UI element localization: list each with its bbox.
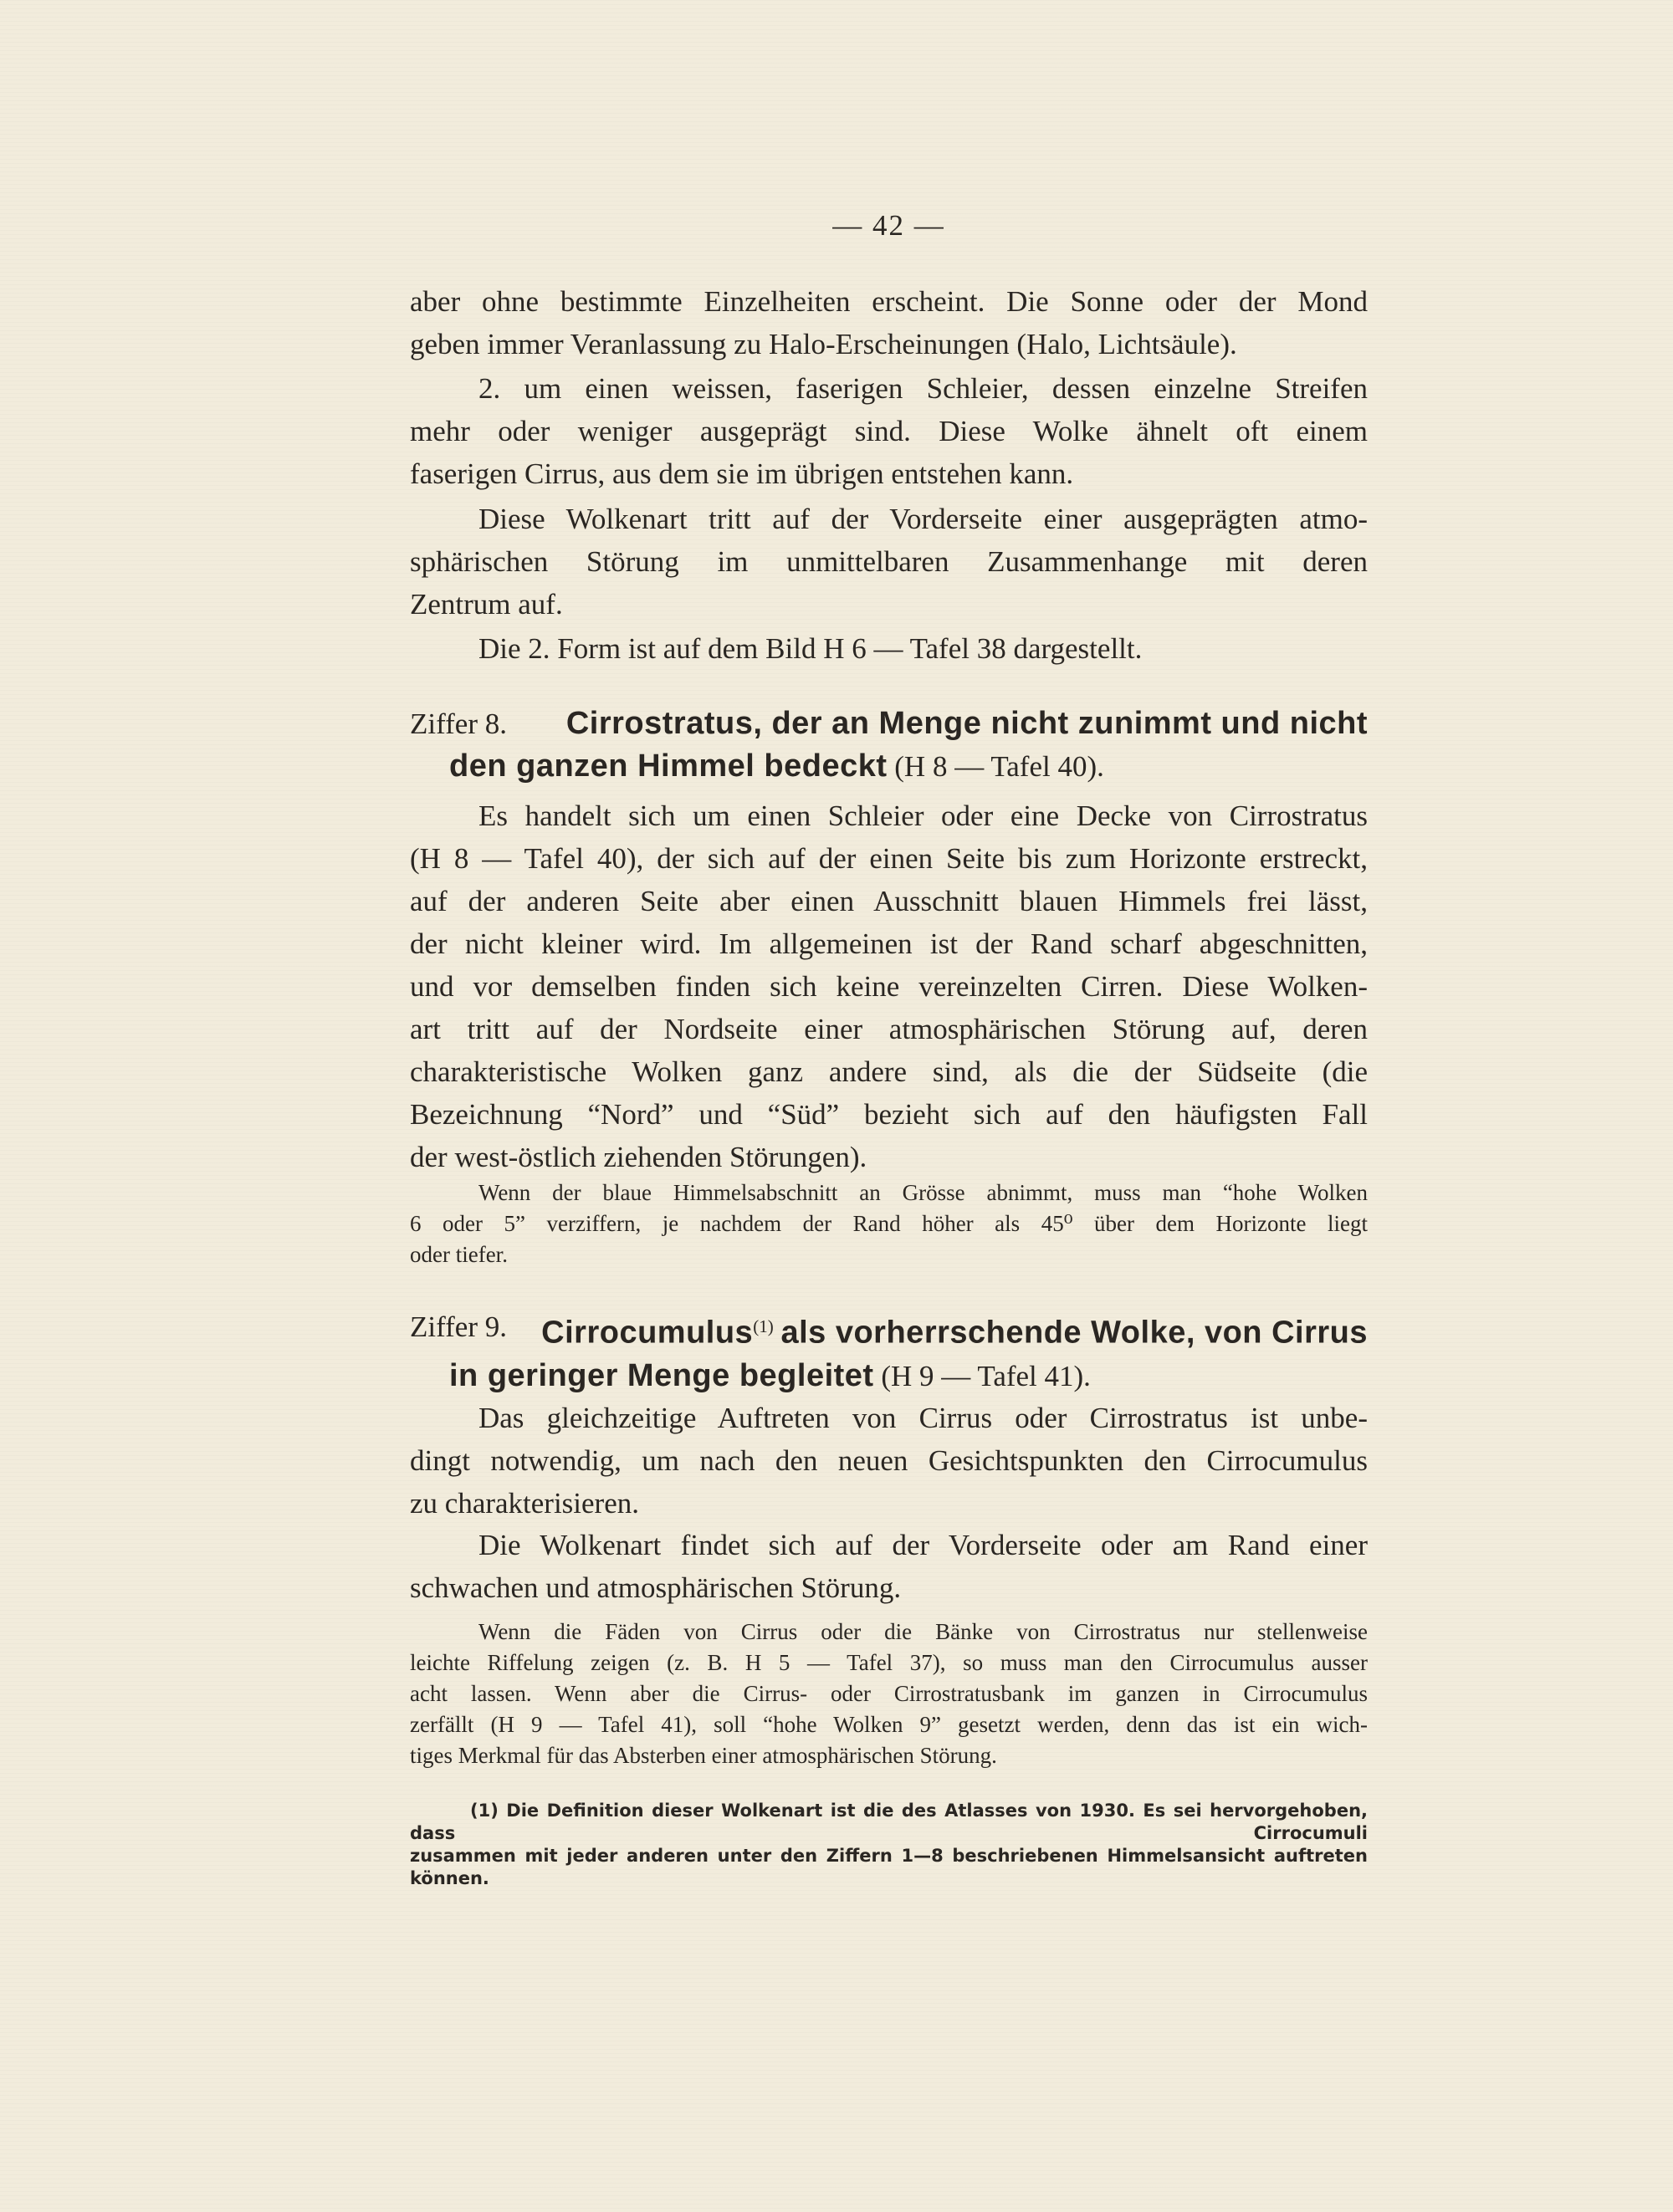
text-line: 2. um einen weissen, faserigen Schleier, dessen einzelne Streifen xyxy=(478,372,1368,405)
text-line: der west-östlich ziehenden Störungen). xyxy=(410,1141,867,1173)
paragraph-1 xyxy=(410,280,1368,365)
text-line: art tritt auf der Nordseite einer atmosphärischen Störung auf, deren xyxy=(410,1013,1368,1045)
note-line: Wenn die Fäden von Cirrus oder die Bänke von Cirrostratus nur stellenweise xyxy=(478,1619,1368,1644)
note-line: zerfällt (H 9 — Tafel 41), soll “hohe Wolken 9” gesetzt werden, denn das ist ein wich- xyxy=(410,1712,1368,1737)
ziffer-label: Ziffer 8. xyxy=(410,708,507,740)
heading-title-cont: den ganzen Himmel bedeckt xyxy=(449,748,888,784)
text-line: Diese Wolkenart tritt auf der Vorderseite einer ausgeprägten atmo- xyxy=(478,503,1368,535)
text-line: auf der anderen Seite aber einen Ausschnitt blauen Himmels frei lässt, xyxy=(410,885,1368,917)
note-line: 6 oder 5” verziffern, je nachdem der Rand höher als 45⁰ über dem Horizonte liegt xyxy=(410,1211,1368,1236)
heading-title-cont: in geringer Menge begleitet xyxy=(449,1357,874,1393)
text-line: Es handelt sich um einen Schleier oder eine Decke von Cirrostratus xyxy=(478,799,1368,832)
footnote xyxy=(410,1800,1368,1890)
footnote-line: zusammen mit jeder anderen unter den Ziffern 1—8 beschriebenen Himmelsansicht auftreten können. xyxy=(410,1846,1368,1888)
text-line: aber ohne bestimmte Einzelheiten erscheint. Die Sonne oder der Mond xyxy=(410,285,1368,318)
text-line: der nicht kleiner wird. Im allgemeinen ist der Rand scharf abgeschnitten, xyxy=(410,927,1368,960)
text-line: geben immer Veranlassung zu Halo-Erscheinungen (Halo, Lichtsäule). xyxy=(410,328,1237,360)
text-line: zu charakterisieren. xyxy=(410,1487,640,1520)
text-line: Die 2. Form ist auf dem Bild H 6 — Tafel 38 dargestellt. xyxy=(478,632,1143,665)
note-line: Wenn der blaue Himmelsabschnitt an Grösse abnimmt, muss man “hohe Wolken xyxy=(478,1180,1368,1205)
text-line: charakteristische Wolken ganz andere sind, als die der Südseite (die xyxy=(410,1055,1368,1088)
heading-ref: (H 9 — Tafel 41). xyxy=(881,1359,1091,1392)
text-line: mehr oder weniger ausgeprägt sind. Diese Wolke ähnelt oft einem xyxy=(410,415,1368,447)
heading-title-rest: als vorherrschende Wolke, von Cirrus xyxy=(780,1315,1368,1351)
paragraph-3 xyxy=(410,498,1368,626)
text-line: Zentrum auf. xyxy=(410,588,563,621)
footnote-marker: (1) xyxy=(753,1316,774,1336)
text-line: schwachen und atmosphärischen Störung. xyxy=(410,1571,902,1604)
text-line: und vor demselben finden sich keine vereinzelten Cirren. Diese Wolken- xyxy=(410,970,1368,1003)
text-line: (H 8 — Tafel 40), der sich auf der einen Seite bis zum Horizonte erstreckt, xyxy=(410,842,1368,875)
text-line: faserigen Cirrus, aus dem sie im übrigen entstehen kann. xyxy=(410,457,1074,490)
ziffer-9-body-1 xyxy=(410,1397,1368,1525)
note-line: leichte Riffelung zeigen (z. B. H 5 — Tafel 37), so muss man den Cirrocumulus ausser xyxy=(410,1650,1368,1675)
note-line: acht lassen. Wenn aber die Cirrus- oder Cirrostratusbank im ganzen in Cirrocumulus xyxy=(410,1681,1368,1706)
ziffer-8-note xyxy=(410,1178,1368,1270)
text-line: Bezeichnung “Nord” und “Süd” bezieht sich auf den häufigsten Fall xyxy=(410,1098,1368,1131)
footnote-line: (1) Die Definition dieser Wolkenart ist die des Atlasses von 1930. Es sei hervorgehoben, dass Cirrocumuli xyxy=(410,1801,1368,1843)
ziffer-8-body xyxy=(410,794,1368,1178)
text-line: sphärischen Störung im unmittelbaren Zusammenhange mit deren xyxy=(410,545,1368,578)
text-line: Das gleichzeitige Auftreten von Cirrus oder Cirrostratus ist unbe- xyxy=(478,1402,1368,1434)
heading-title: Cirrocumulus xyxy=(541,1315,754,1351)
page-number: — 42 — xyxy=(832,209,945,242)
ziffer-9-body-2 xyxy=(410,1524,1368,1609)
note-line: oder tiefer. xyxy=(410,1242,508,1267)
heading-title: Cirrostratus, der an Menge nicht zunimmt und nicht xyxy=(565,706,1368,741)
text-line: dingt notwendig, um nach den neuen Gesichtspunkten den Cirrocumulus xyxy=(410,1444,1368,1477)
note-line: tiges Merkmal für das Absterben einer atmosphärischen Störung. xyxy=(410,1743,997,1768)
heading-ref: (H 8 — Tafel 40). xyxy=(894,750,1104,783)
ziffer-label: Ziffer 9. xyxy=(410,1310,507,1343)
ziffer-9-heading xyxy=(410,1305,1368,1397)
paragraph-4 xyxy=(410,627,1368,670)
ziffer-8-heading xyxy=(410,702,1368,788)
text-line: Die Wolkenart findet sich auf der Vorderseite oder am Rand einer xyxy=(478,1529,1368,1561)
ziffer-9-note xyxy=(410,1617,1368,1771)
paragraph-2 xyxy=(410,367,1368,495)
